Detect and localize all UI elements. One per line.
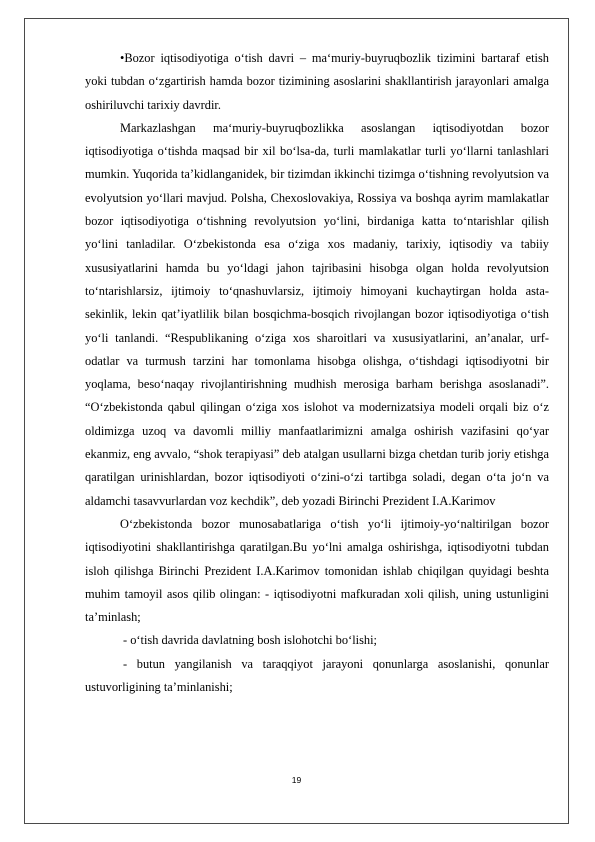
page-number: 19 bbox=[291, 775, 302, 785]
paragraph-principles-intro: O‘zbekistonda bozor munosabatlariga o‘tish yo‘li ijtimoiy-yo‘naltirilgan bozor iqtisodiyotini shakllantirishga qaratilgan.Bu yo‘lni amalga oshirishga, iqtisodiyotni tubdan isloh qilishga Birinchi Prezident I.A.Karimov tomonidan ishlab chiqilgan quyidagi beshta muhim tamoyil asos qilib olingan: - iqtisodiyotni mafkuradan xoli qilish, uning ustunligini ta’minlash; bbox=[85, 516, 549, 625]
list-item: - butun yangilanish va taraqqiyot jarayoni qonunlarga asoslanishi, qonunlar ustuvorligining ta’minlanishi; bbox=[85, 656, 549, 695]
paragraph-transition-paths: Markazlashgan ma‘muriy-buyruqbozlikka asoslangan iqtisodiyotdan bozor iqtisodiyotiga o‘tishda maqsad bir xil bo‘lsa-da, turli mamlakatlar turli yo‘llarni tanlashlari mumkin. Yuqorida ta’kidlanganidek, bir tizimdan ikkinchi tizimga o‘tishning revolyutsion va evolyutsion yo‘llari mavjud. Polsha, Chexoslovakiya, Rossiya va boshqa ayrim mamlakatlar bozor iqtisodiyotiga o‘tishning revolyutsion yo‘lini, birdaniga katta to‘ntarishlar qilish yo‘lini tanladilar. O‘zbekistonda esa o‘ziga xos madaniy, tarixiy, iqtisodiy va tabiiy xususiyatlarini hamda bu yo‘ldagi jahon tajribasini hisobga olgan holda revolyutsion to‘ntarishlarsiz, ijtimoiy to‘qnashuvlarsiz, ijtimoiy himoyani kuchaytirgan holda asta-sekinlik, lekin qat’iyatlilik bilan bosqichma-bosqich rivojlangan bozor iqtisodiyotiga o‘tish yo‘li tanlandi. “Respublikaning o‘ziga xos sharoitlari va xususiyatlarini, an’analar, urf-odatlar va turmush tarzini har tomonlama hisobga olishga, o‘tishdagi iqtisodiyotni bir yoqlama, beso‘naqay rivojlantirishning mudhish merosiga barham berishga asoslanadi”. “O‘zbekistonda qabul qilingan o‘ziga xos islohot va modernizatsiya modeli orqali biz o‘z oldimizga uzoq va davomli milliy manfaatlarimizni amalga oshirish vazifasini qo‘yar ekanmiz, eng avvalo, “shok terapiyasi” deb atalgan usullarni bizga chetdan turib joriy etishga qaratilgan urinishlardan, bozor iqtisodiyoti o‘zini-o‘zi tartibga soladi, degan o‘ta jo‘n va aldamchi tasavvurlardan voz kechdik”, deb yozadi Birinchi Prezident I.A.Karimov bbox=[85, 120, 549, 508]
list-item: - o‘tish davrida davlatning bosh islohotchi bo‘lishi; bbox=[123, 633, 377, 648]
paragraph-definition: •Bozor iqtisodiyotiga o‘tish davri – ma‘muriy-buyruqbozlik tizimini bartaraf etish yoki tubdan o‘zgartirish hamda bozor tizimining asoslarini shakllantirish jarayonlari amalga oshiriluvchi tarixiy davrdir. bbox=[85, 51, 549, 112]
document-page bbox=[24, 18, 569, 824]
page-body bbox=[85, 47, 549, 699]
